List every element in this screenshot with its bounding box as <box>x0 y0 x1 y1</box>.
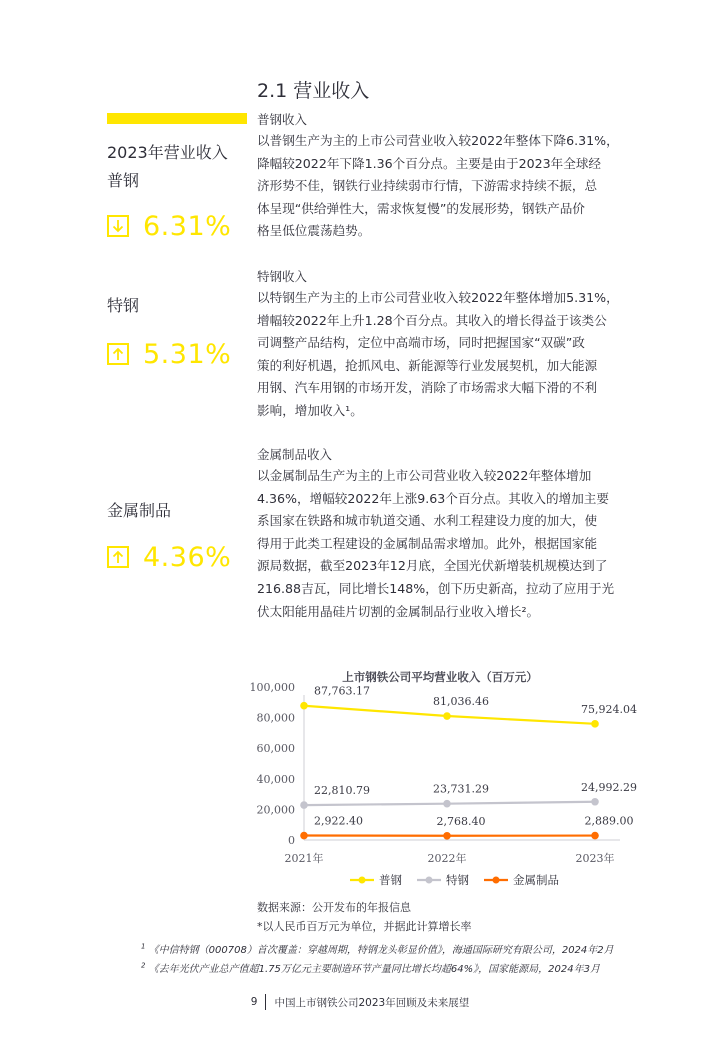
side-heading-line2: 普钢 <box>107 171 140 190</box>
y-tick-label: 100,000 <box>249 681 295 694</box>
legend-swatch-dot <box>359 877 366 884</box>
data-label: 75,924.04 <box>581 702 637 716</box>
y-tick-label: 20,000 <box>256 803 295 817</box>
data-label: 2,889.00 <box>584 814 634 828</box>
footnote-text: 《中信特钢（000708）首次覆盖：穿越周期，特钢龙头彰显价值》，海通国际研究有限公司，2024年2月 <box>148 945 614 956</box>
arrow-up-icon <box>107 343 129 365</box>
metric-value-metal: 4.36% <box>143 541 232 573</box>
y-tick-label: 0 <box>288 834 295 847</box>
text-line: 策的利好机遇，抢抓风电、新能源等行业发展契机，加大能源 <box>257 357 598 373</box>
block-body-metal <box>257 465 642 623</box>
data-label: 81,036.46 <box>433 695 489 709</box>
side-label-tegang: 特钢 <box>107 296 140 315</box>
page-number: 9 <box>250 996 258 1008</box>
text-line: 体呈现“供给弹性大，需求恢复慢”的发展形势，钢铁产品价 <box>257 200 585 216</box>
footnote-2 <box>141 960 600 975</box>
block-title-metal: 金属制品收入 <box>257 447 333 462</box>
text-line: 伏太阳能用晶硅片切割的金属制品行业收入增长²。 <box>257 603 540 619</box>
text-line: 司调整产品结构，定位中高端市场，同时把握国家“双碳”政 <box>257 335 585 351</box>
metric-metal <box>107 541 231 573</box>
block-body-tegang <box>257 287 642 423</box>
accent-bar <box>107 113 247 124</box>
chart-title: 上市钢铁公司平均营业收入（百万元） <box>342 670 538 684</box>
text-line: 格呈低位震荡趋势。 <box>257 223 371 239</box>
legend-label: 金属制品 <box>513 873 559 887</box>
data-point <box>300 832 308 840</box>
data-point <box>591 832 599 840</box>
data-label: 2,922.40 <box>314 814 363 828</box>
legend-label: 特钢 <box>446 873 469 887</box>
section-title: 2.1 营业收入 <box>257 80 370 102</box>
footnote-1 <box>141 941 614 956</box>
x-tick-label: 2023年 <box>575 852 615 865</box>
text-line: 4.36%，增幅较2022年上涨9.63个百分点。其收入的增加主要 <box>257 490 609 506</box>
data-point <box>591 798 599 806</box>
text-line: 216.88吉瓦，同比增长148%，创下历史新高，拉动了应用于光 <box>257 580 615 596</box>
y-tick-label: 80,000 <box>256 711 295 725</box>
footnote-number: 1 <box>141 942 146 951</box>
data-source: 数据来源：公开发布的年报信息 <box>257 901 411 914</box>
text-line: 得用于此类工程建设的金属制品需求增加。此外，根据国家能 <box>257 535 598 551</box>
x-tick-label: 2021年 <box>284 852 324 865</box>
data-point <box>443 800 451 808</box>
legend-swatch-dot <box>426 877 433 884</box>
text-line: 以普钢生产为主的上市公司营业收入较2022年整体下降6.31%， <box>257 133 619 148</box>
revenue-line-chart <box>249 665 637 893</box>
text-line: 影响，增加收入¹。 <box>257 402 363 418</box>
data-label: 22,810.79 <box>314 784 370 798</box>
metric-tegang <box>107 338 231 370</box>
footer-title: 中国上市钢铁公司2023年回顾及未来展望 <box>274 996 470 1009</box>
footnote-number: 2 <box>141 961 146 970</box>
text-line: 源局数据，截至2023年12月底，全国光伏新增装机规模达到了 <box>257 558 608 574</box>
text-line: 以金属制品生产为主的上市公司营业收入较2022年整体增加 <box>257 468 592 483</box>
data-label: 2,768.40 <box>436 814 486 828</box>
block-title-puggang: 普钢收入 <box>257 112 308 127</box>
footnote-text: 《去年光伏产业总产值超1.75万亿元主要制造环节产量同比增长均超64%》，国家能源局，2024年3月 <box>148 964 600 975</box>
text-line: 系国家在铁路和城市轨道交通、水利工程建设力度的加大，使 <box>257 513 598 529</box>
metric-value-puggang: 6.31% <box>143 210 232 242</box>
arrow-up-icon <box>107 546 129 568</box>
block-body-puggang <box>257 130 642 243</box>
text-line: 以特钢生产为主的上市公司营业收入较2022年整体增加5.31%， <box>257 290 619 305</box>
data-point <box>300 801 308 809</box>
arrow-down-icon <box>107 215 129 237</box>
legend-swatch-dot <box>493 877 500 884</box>
data-point <box>443 712 451 720</box>
y-tick-label: 40,000 <box>256 772 295 786</box>
text-line: 降幅较2022年下降1.36个百分点。主要是由于2023年全球经 <box>257 155 602 171</box>
text-line: 济形势不佳，钢铁行业持续弱市行情，下游需求持续不振，总 <box>257 178 598 194</box>
text-line: 用钢、汽车用钢的市场开发，消除了市场需求大幅下滑的不利 <box>257 380 598 396</box>
data-label: 23,731.29 <box>433 782 489 796</box>
data-label: 24,992.29 <box>581 780 637 794</box>
data-point <box>591 720 599 728</box>
legend-label: 普钢 <box>379 873 402 887</box>
data-unit-note: *以人民币百万元为单位，并据此计算增长率 <box>257 920 472 933</box>
text-line: 增幅较2022年上升1.28个百分点。其收入的增长得益于该类公 <box>257 312 607 328</box>
side-heading-line1: 2023年营业收入 <box>107 143 228 162</box>
footer-divider <box>265 994 266 1010</box>
side-label-metal: 金属制品 <box>107 501 172 520</box>
y-tick-label: 60,000 <box>256 742 295 756</box>
page-footer <box>0 994 720 1010</box>
data-label: 87,763.17 <box>314 684 370 698</box>
block-title-tegang: 特钢收入 <box>257 269 308 284</box>
data-point <box>443 832 451 840</box>
data-point <box>300 702 308 710</box>
x-tick-label: 2022年 <box>427 852 467 865</box>
metric-puggang <box>107 210 231 242</box>
metric-value-tegang: 5.31% <box>143 338 232 370</box>
